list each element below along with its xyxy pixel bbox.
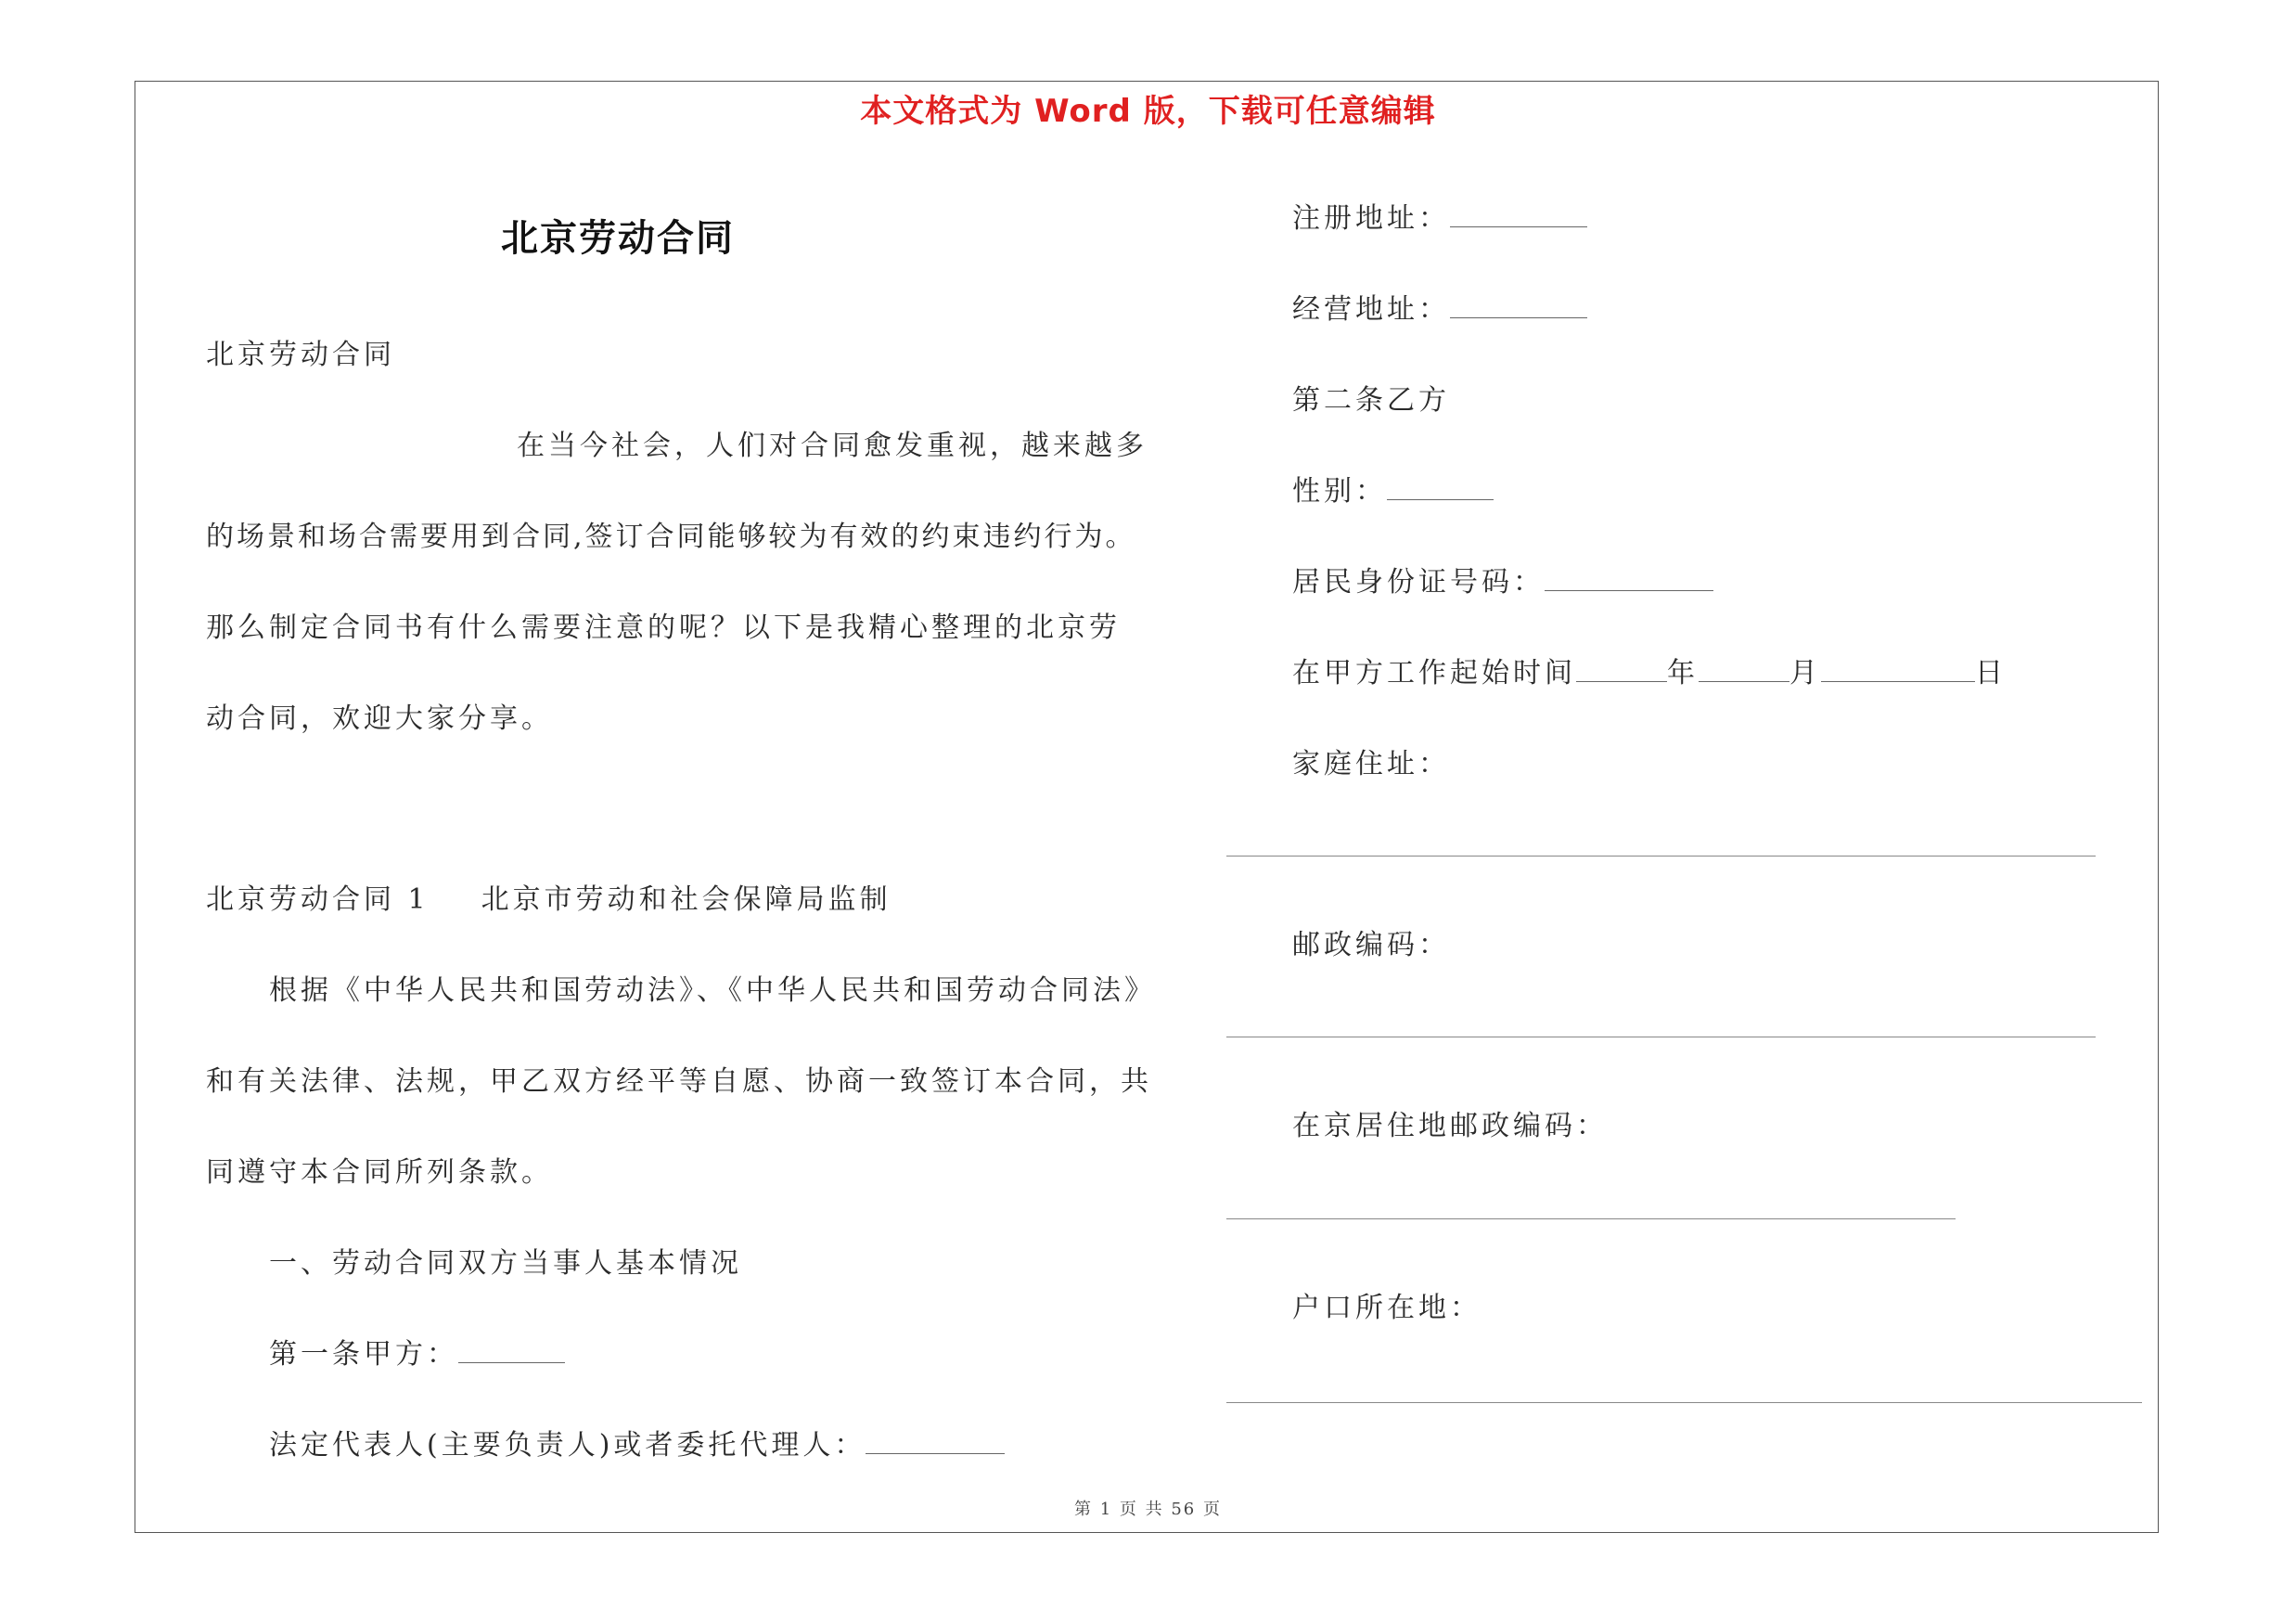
home-address-label: 家庭住址：	[1292, 748, 1450, 780]
beijing-postal-code-line	[1226, 1218, 1956, 1219]
beijing-postal-code-label: 在京居住地邮政编码：	[1292, 1110, 1608, 1142]
intro-line-1: 在当今社会，人们对合同愈发重视，越来越多	[517, 430, 1148, 462]
gender-blank	[1387, 475, 1494, 500]
home-address-line	[1226, 856, 2096, 857]
document-title: 北京劳动合同	[501, 216, 735, 260]
id-number-blank	[1545, 566, 1713, 591]
household-location-line	[1226, 1402, 2142, 1403]
month-label: 月	[1789, 657, 1821, 689]
start-date-field	[1292, 650, 2007, 690]
article-2-heading: 第二条乙方	[1292, 384, 1450, 417]
day-blank	[1821, 657, 1975, 682]
intro-line-3: 那么制定合同书有什么需要注意的呢？以下是我精心整理的北京劳	[206, 612, 1121, 644]
household-location-label: 户口所在地：	[1292, 1292, 1481, 1324]
page-footer: 第 1 页 共 56 页	[1074, 1500, 1222, 1519]
year-label: 年	[1667, 657, 1699, 689]
page-frame	[135, 81, 2159, 1533]
para-line-3: 同遵守本合同所列条款。	[206, 1156, 553, 1189]
format-banner: 本文格式为 Word 版，下载可任意编辑	[860, 93, 1436, 130]
intro-line-4: 动合同，欢迎大家分享。	[206, 702, 553, 735]
representative-field	[269, 1422, 1005, 1462]
party-a-field	[269, 1331, 565, 1372]
day-label: 日	[1975, 657, 2007, 689]
para-line-1: 根据《中华人民共和国劳动法》、《中华人民共和国劳动合同法》	[269, 974, 1156, 1007]
representative-blank	[866, 1429, 1005, 1454]
year-blank	[1576, 657, 1667, 682]
party-a-blank	[458, 1338, 565, 1363]
biz-address-field	[1292, 286, 1587, 327]
id-number-field	[1292, 559, 1713, 599]
biz-address-label: 经营地址：	[1292, 293, 1450, 326]
contract-heading-title: 北京劳动合同 1	[206, 883, 430, 916]
contract-heading	[206, 876, 891, 917]
postal-code-label: 邮政编码：	[1292, 929, 1450, 961]
gender-label: 性别：	[1292, 475, 1387, 508]
representative-label: 法定代表人(主要负责人)或者委托代理人：	[269, 1429, 866, 1462]
section-heading-1: 一、劳动合同双方当事人基本情况	[269, 1247, 742, 1280]
reg-address-field	[1292, 195, 1587, 236]
reg-address-blank	[1450, 202, 1587, 227]
reg-address-label: 注册地址：	[1292, 202, 1450, 235]
start-date-label: 在甲方工作起始时间	[1292, 657, 1576, 689]
id-number-label: 居民身份证号码：	[1292, 566, 1545, 599]
biz-address-blank	[1450, 293, 1587, 318]
contract-heading-issuer: 北京市劳动和社会保障局监制	[481, 883, 891, 916]
party-a-label: 第一条甲方：	[269, 1338, 458, 1371]
intro-line-2: 的场景和场合需要用到合同,签订合同能够较为有效的约束违约行为。	[206, 521, 1136, 553]
subtitle: 北京劳动合同	[206, 339, 395, 371]
gender-field	[1292, 468, 1494, 509]
month-blank	[1699, 657, 1789, 682]
para-line-2: 和有关法律、法规，甲乙双方经平等自愿、协商一致签订本合同，共	[206, 1065, 1152, 1098]
